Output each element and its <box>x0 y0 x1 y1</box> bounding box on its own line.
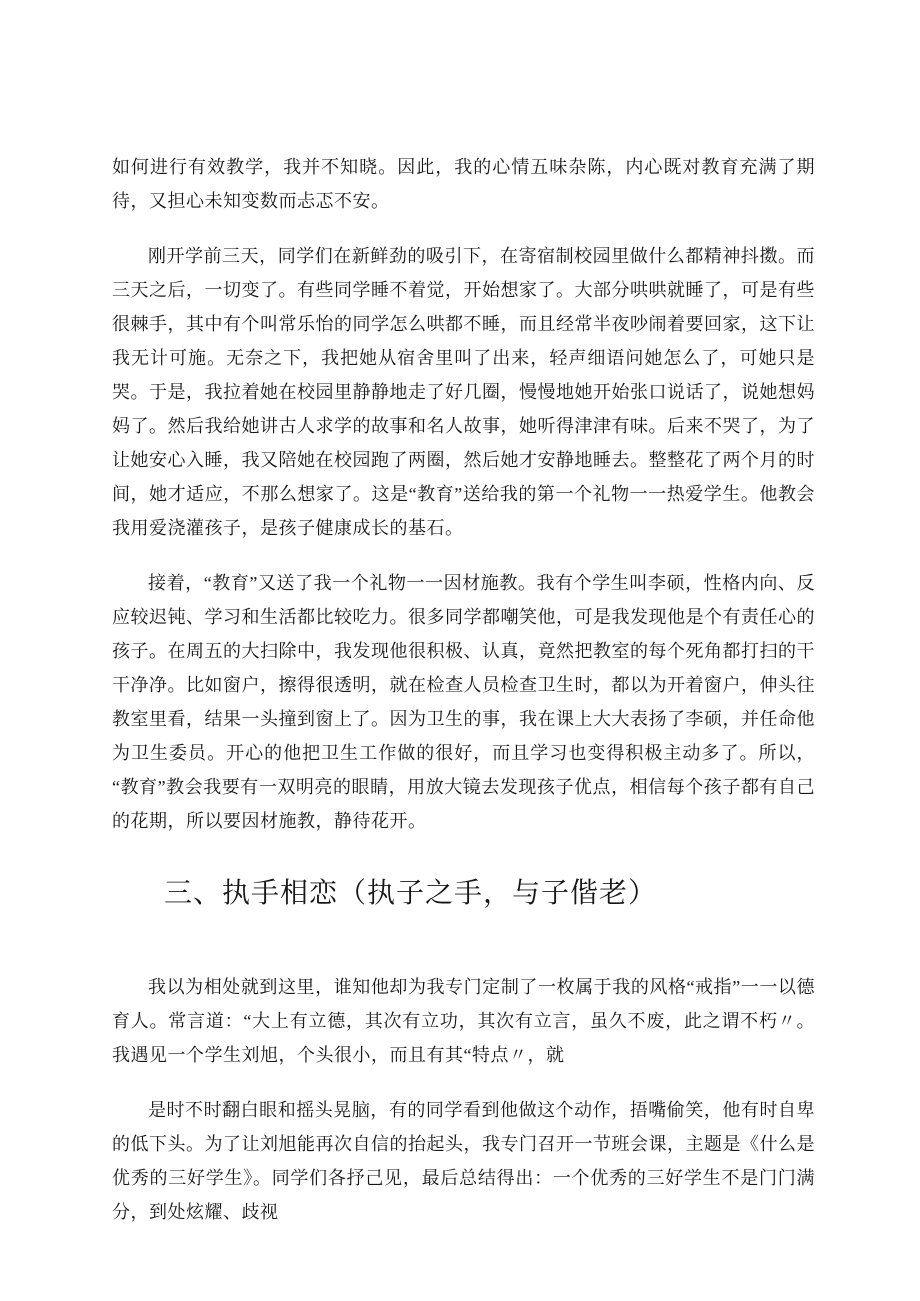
paragraph-liuxu: 是时不时翻白眼和摇头晃脑，有的同学看到他做这个动作，捂嘴偷笑，他有时自卑的低下头。为了让刘旭能再次自信的抬起头，我专门召开一节班会课，主题是《什么是优秀的三好学生》。同学们各抒己见，最后总结得出：一个优秀的三好学生不是门门满分，到处炫耀、歧视 <box>112 1100 815 1222</box>
paragraph-ring: 我以为相处就到这里，谁知他却为我专门定制了一枚属于我的风格“戒指”一一以德育人。常言道：“大上有立德，其次有立功，其次有立言，虽久不废，此之谓不朽〃。我遇见一个学生刘旭，个头很小，而且有其“特点〃，就 <box>112 977 815 1065</box>
paragraph-first-gift: 刚开学前三天，同学们在新鲜劲的吸引下，在寄宿制校园里做什么都精神抖擞。而三天之后，一切变了。有些同学睡不着觉，开始想家了。大部分哄哄就睡了，可是有些很棘手，其中有个叫常乐怡的同学怎么哄都不睡，而且经常半夜吵闹着要回家，这下让我无计可施。无奈之下，我把她从宿舍里叫了出来，轻声细语问她怎么了，可她只是哭。于是，我拉着她在校园里静静地走了好几圈，慢慢地她开始张口说话了，说她想妈妈了。然后我给她讲古人求学的故事和名人故事，她听得津津有味。后来不哭了，为了让她安心入睡，我又陪她在校园跑了两圈，然后她才安静地睡去。整整花了两个月的时间，她才适应，不那么想家了。这是“教育”送给我的第一个礼物一一热爱学生。他教会我用爱浇灌孩子，是孩子健康成长的基石。 <box>112 246 815 538</box>
paragraph-second-gift: 接着，“教育”又送了我一个礼物一一因材施教。我有个学生叫李硕，性格内向、反应较迟钝、学习和生活都比较吃力。很多同学都嘲笑他，可是我发现他是个有责任心的孩子。在周五的大扫除中，我发现他很积极、认真，竟然把教室的每个死角都打扫的干干净净。比如窗户，擦得很透明，就在检查人员检查卫生时，都以为开着窗户，伸头往教室里看，结果一头撞到窗上了。因为卫生的事，我在课上大大表扬了李硕，并任命他为卫生委员。开心的他把卫生工作做的很好，而且学习也变得积极主动多了。所以，“教育”教会我要有一双明亮的眼睛，用放大镜去发现孩子优点，相信每个孩子都有自己的花期，所以要因材施教，静待花开。 <box>112 573 815 831</box>
paragraph-continuation: 如何进行有效教学，我并不知晓。因此，我的心情五味杂陈，内心既对教育充满了期待，又担心未知变数而忐忑不安。 <box>112 157 815 211</box>
section-heading: 三、执手相恋（执子之手，与子偕老） <box>164 878 658 909</box>
